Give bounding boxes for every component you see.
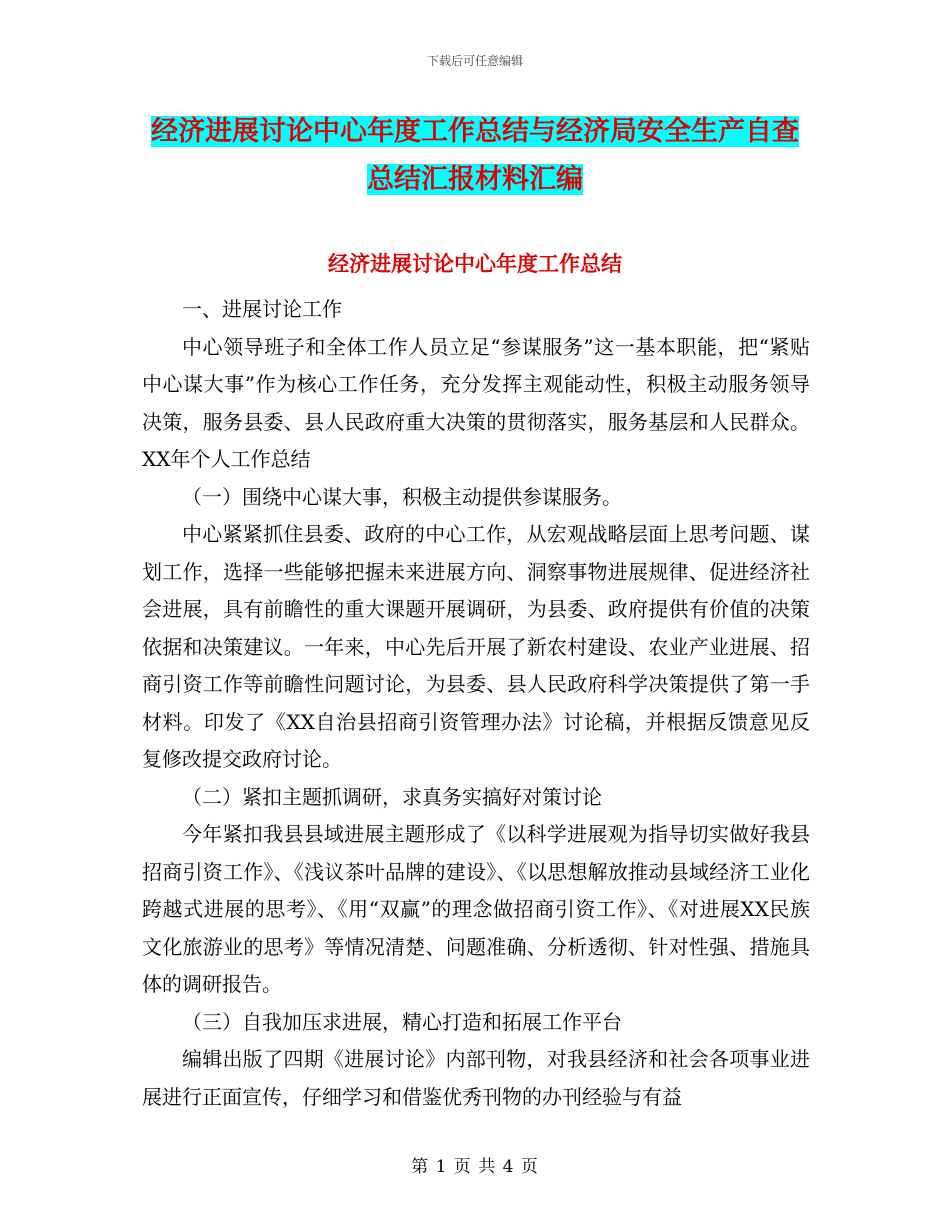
section-title: 经济进展讨论中心年度工作总结	[328, 252, 622, 276]
page-header-note: 下载后可任意编辑	[426, 54, 523, 68]
body-paragraph: 一、进展讨论工作	[182, 297, 342, 321]
body-paragraph: （二）紧扣主题抓调研，求真务实搞好对策讨论	[182, 784, 602, 809]
body-paragraph: 中心紧紧抓住县委、政府的中心工作，从宏观战略层面上思考问题、谋划工作，选择一些能够把握未来进展方向、洞察事物进展规律、促进经济社会进展，具有前瞻性的重大课题开展调研，为县委、政府提供有价值的决策依据和决策建议。一年来，中心先后开展了新农村建设、农业产业进展、招商引资工作等前瞻性问题讨论，为县委、县人民政府科学决策提供了第一手材料。印发了《XX自治县招商引资管理办法》讨论稿，并根据反馈意见反复修改提交政府讨论。	[142, 522, 810, 771]
body-paragraph: 中心领导班子和全体工作人员立足“参谋服务”这一基本职能，把“紧贴中心谋大事”作为核心工作任务，充分发挥主观能动性，积极主动服务领导决策，服务县委、县人民政府重大决策的贯彻落实，服务基层和人民群众。 XX年个人工作总结	[142, 334, 810, 471]
document-main-title	[140, 108, 810, 204]
body-paragraph: 今年紧扣我县县域进展主题形成了《以科学进展观为指导切实做好我县招商引资工作》、《浅议茶叶品牌的建设》、《以思想解放推动县域经济工业化跨越式进展的思考》、《用“双赢”的理念做招商引资工作》、《对进展XX民族文化旅游业的思考》等情况清楚、问题准确、分析透彻、针对性强、措施具体的调研报告。	[142, 822, 810, 996]
document-body	[142, 291, 810, 1116]
main-title-text: 经济进展讨论中心年度工作总结与经济局安全生产自查总结汇报材料汇编	[151, 116, 799, 195]
body-paragraph: （三）自我加压求进展，精心打造和拓展工作平台	[182, 1009, 622, 1034]
body-paragraph: （一）围绕中心谋大事，积极主动提供参谋服务。	[182, 484, 622, 509]
page-footer: 第 1 页 共 4 页	[411, 1157, 539, 1177]
body-paragraph: 编辑出版了四期《进展讨论》内部刊物，对我县经济和社会各项事业进展进行正面宣传，仔细学习和借鉴优秀刊物的办刊经验与有益	[142, 1047, 810, 1109]
